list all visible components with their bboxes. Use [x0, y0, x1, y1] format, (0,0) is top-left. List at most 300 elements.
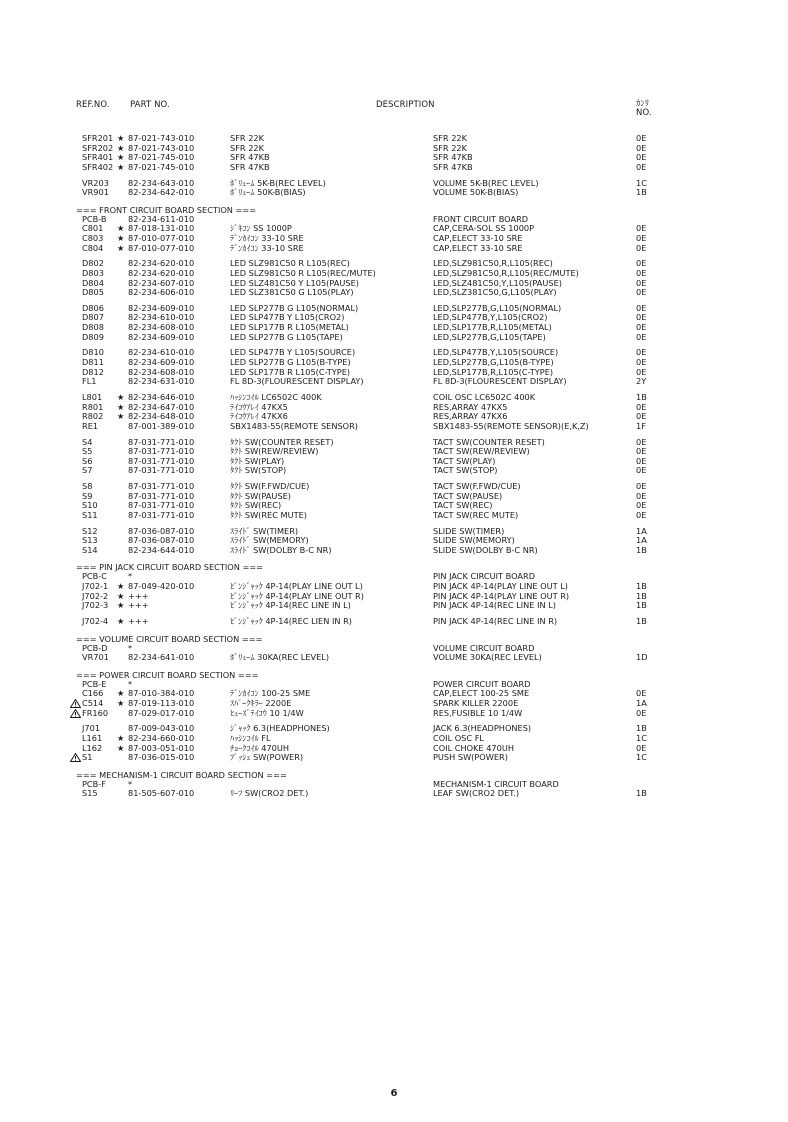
section-title-text: === MECHANISM-1 CIRCUIT BOARD SECTION === — [76, 769, 287, 780]
parts-row — [0, 163, 788, 173]
cell-ref: D807 — [82, 312, 104, 323]
cell-jp: LED SLZ981C50 R L105(REC/MUTE) — [230, 267, 376, 278]
parts-row — [0, 333, 788, 343]
cell-pn: 82-234-609-010 — [128, 357, 195, 368]
parts-row — [0, 188, 788, 198]
cell-rank: 1C — [636, 752, 647, 763]
cell-desc: VOLUME 5K-B(REC LEVEL) — [433, 177, 539, 188]
cell-jp: LED SLP277B G L105(NORMAL) — [230, 302, 359, 313]
cell-desc: VOLUME 50K-B(BIAS) — [433, 187, 519, 198]
cell-jp: ｽﾗｲﾄﾞ SW(MEMORY) — [230, 535, 309, 546]
parts-row — [0, 753, 788, 763]
cell-jp: ﾃﾞﾝｶｲｺﾝ 33-10 SRE — [230, 232, 304, 243]
cell-rank: 0E — [636, 142, 647, 153]
cell-rank: 0E — [636, 312, 647, 323]
cell-jp: ﾎﾞﾘｭｰﾑ 5K-B(REC LEVEL) — [230, 177, 326, 188]
cell-rank: 0E — [636, 357, 647, 368]
cell-ref: R802 — [82, 411, 104, 422]
cell-star: ★ — [117, 411, 125, 422]
cell-jp: LED SLP277B G L105(B-TYPE) — [230, 357, 351, 368]
column-header-rank-line2: NO. — [636, 108, 652, 118]
cell-star: ★ — [117, 152, 125, 163]
cell-desc: LED,SLZ981C50,R,L105(REC/MUTE) — [433, 267, 579, 278]
parts-row — [0, 482, 788, 492]
cell-desc: LED,SLP277B,G,L105(B-TYPE) — [433, 357, 554, 368]
cell-desc: POWER CIRCUIT BOARD — [433, 678, 531, 689]
cell-ref: S5 — [82, 446, 93, 457]
cell-ref: D802 — [82, 258, 104, 269]
cell-desc: LED,SLZ981C50,R,L105(REC) — [433, 258, 553, 269]
parts-row — [0, 269, 788, 279]
cell-ref: S7 — [82, 465, 93, 476]
cell-pn: 82-234-646-010 — [128, 392, 195, 402]
cell-desc: CAP,ELECT 33-10 SRE — [433, 232, 523, 243]
cell-desc: RES,ARRAY 47KX5 — [433, 401, 508, 412]
cell-desc: LED,SLZ481C50,Y,L105(PAUSE) — [433, 277, 562, 288]
cell-pn: 82-234-642-010 — [128, 187, 195, 198]
parts-row — [0, 288, 788, 298]
parts-row — [0, 699, 788, 709]
parts-row — [0, 368, 788, 378]
cell-rank: 0E — [636, 401, 647, 412]
cell-pn: 82-234-610-010 — [128, 347, 195, 358]
cell-desc: TACT SW(PAUSE) — [433, 490, 503, 501]
cell-jp: ｽﾗｲﾄﾞ SW(TIMER) — [230, 525, 299, 536]
cell-pn: 87-036-087-010 — [128, 525, 195, 536]
cell-ref: C803 — [82, 232, 104, 243]
cell-pn: +++ — [128, 616, 149, 627]
cell-desc: COIL CHOKE 470UH — [433, 742, 514, 753]
cell-rank: 0E — [636, 490, 647, 501]
cell-star: ★ — [117, 232, 125, 243]
cell-ref: S13 — [82, 535, 98, 546]
cell-pn: 87-010-077-010 — [128, 242, 195, 253]
parts-row — [0, 323, 788, 333]
cell-rank: 0E — [636, 287, 647, 298]
cell-desc: TACT SW(REC MUTE) — [433, 509, 519, 520]
parts-row — [0, 447, 788, 457]
parts-row — [0, 457, 788, 467]
cell-star: ★ — [117, 590, 125, 601]
cell-ref: S1 — [82, 752, 93, 763]
cell-desc: SFR 22K — [433, 142, 467, 153]
cell-pn: 87-029-017-010 — [128, 707, 195, 718]
cell-desc: SFR 47KB — [433, 152, 473, 163]
cell-rank: 1B — [636, 392, 647, 402]
cell-star: ★ — [117, 392, 125, 402]
cell-rank: 1D — [636, 652, 648, 663]
cell-desc: SPARK KILLER 2200E — [433, 698, 519, 708]
cell-ref: S10 — [82, 500, 98, 511]
section-title — [0, 770, 788, 780]
cell-pn: 82-234-648-010 — [128, 411, 195, 422]
cell-pn: 82-234-647-010 — [128, 401, 195, 412]
parts-row — [0, 179, 788, 189]
cell-pn: * — [128, 642, 133, 653]
cell-ref: VR901 — [82, 187, 109, 198]
cell-rank: 1B — [636, 723, 647, 734]
cell-ref: L161 — [82, 732, 103, 743]
cell-star: ★ — [117, 600, 125, 611]
cell-rank: 1B — [636, 600, 647, 611]
cell-desc: RES,ARRAY 47KX6 — [433, 411, 508, 422]
cell-ref: L162 — [82, 742, 103, 753]
cell-desc: PIN JACK 4P-14(PLAY LINE OUT L) — [433, 581, 568, 592]
parts-row — [0, 279, 788, 289]
cell-desc: LED,SLZ381C50,G,L105(PLAY) — [433, 287, 557, 298]
cell-pn: 87-021-745-010 — [128, 152, 195, 163]
cell-rank: 0E — [636, 223, 647, 234]
cell-pn: * — [128, 678, 133, 689]
cell-pn: 87-019-113-010 — [128, 698, 195, 708]
cell-jp: FL 8D-3(FLOURESCENT DISPLAY) — [230, 376, 364, 387]
cell-ref: C804 — [82, 242, 104, 253]
cell-ref: C514 — [82, 698, 104, 708]
cell-desc: VOLUME 30KA(REC LEVEL) — [433, 652, 542, 663]
cell-pn: 87-031-771-010 — [128, 446, 195, 457]
cell-pn: 87-036-087-010 — [128, 535, 195, 546]
cell-jp: LED SLP177B R L105(C-TYPE) — [230, 366, 351, 377]
parts-row — [0, 259, 788, 269]
cell-desc: SLIDE SW(DOLBY B-C NR) — [433, 544, 538, 555]
cell-pn: 87-031-771-010 — [128, 465, 195, 476]
cell-pn: 82-234-606-010 — [128, 287, 195, 298]
cell-pn: * — [128, 571, 133, 582]
cell-rank: 0E — [636, 436, 647, 447]
cell-pn: 87-049-420-010 — [128, 581, 195, 592]
cell-desc: COIL OSC FL — [433, 732, 484, 743]
cell-desc: SLIDE SW(TIMER) — [433, 525, 505, 536]
cell-star: ★ — [117, 142, 125, 153]
cell-rank: 0E — [636, 707, 647, 718]
cell-ref: PCB-E — [82, 678, 107, 689]
cell-desc: LED,SLP277B,G,L105(NORMAL) — [433, 302, 562, 313]
cell-rank: 1A — [636, 698, 647, 708]
cell-jp: ﾋﾟﾝｼﾞｬｯｸ 4P-14(PLAY LINE OUT L) — [230, 581, 363, 592]
cell-pn: 82-234-643-010 — [128, 177, 195, 188]
cell-desc: MECHANISM-1 CIRCUIT BOARD — [433, 778, 559, 789]
cell-ref: S12 — [82, 525, 98, 536]
parts-row — [0, 644, 788, 654]
cell-ref: J702-4 — [82, 616, 109, 627]
parts-row — [0, 358, 788, 368]
cell-ref: SFR201 — [82, 133, 114, 143]
cell-ref: J702-3 — [82, 600, 109, 611]
cell-jp: ﾀｸﾄ SW(STOP) — [230, 465, 287, 476]
cell-desc: TACT SW(REC) — [433, 500, 493, 511]
cell-jp: ﾊｯｼﾝｺｲﾙ FL — [230, 732, 271, 743]
parts-row — [0, 438, 788, 448]
parts-row — [0, 244, 788, 254]
parts-row — [0, 511, 788, 521]
cell-ref: D805 — [82, 287, 104, 298]
cell-desc: LEAF SW(CRO2 DET.) — [433, 788, 520, 799]
cell-ref: J702-2 — [82, 590, 109, 601]
cell-jp: LED SLP277B G L105(TAPE) — [230, 331, 343, 342]
cell-ref: L801 — [82, 392, 103, 402]
cell-ref: PCB-F — [82, 778, 106, 789]
cell-pn: 87-001-389-010 — [128, 420, 195, 431]
cell-jp: ﾋﾟﾝｼﾞｬｯｸ 4P-14(REC LIEN IN R) — [230, 616, 352, 627]
cell-ref: D806 — [82, 302, 104, 313]
cell-jp: ﾎﾞﾘｭｰﾑ 50K-B(BIAS) — [230, 187, 306, 198]
cell-star: ★ — [117, 698, 125, 708]
cell-rank: 0E — [636, 277, 647, 288]
cell-star: ★ — [117, 223, 125, 234]
parts-row — [0, 780, 788, 790]
cell-desc: TACT SW(PLAY) — [433, 455, 496, 466]
section-title-text: === POWER CIRCUIT BOARD SECTION === — [76, 669, 259, 680]
column-header-ref-no: REF.NO. — [76, 100, 110, 110]
cell-rank: 1A — [636, 535, 647, 546]
parts-row — [0, 601, 788, 611]
cell-ref: PCB-D — [82, 642, 108, 653]
cell-desc: TACT SW(COUNTER RESET) — [433, 436, 545, 447]
cell-desc: FRONT CIRCUIT BOARD — [433, 213, 529, 224]
parts-row — [0, 304, 788, 314]
cell-desc: PUSH SW(POWER) — [433, 752, 508, 763]
cell-rank: 0E — [636, 161, 647, 172]
cell-ref: PCB-B — [82, 213, 107, 224]
cell-ref: D803 — [82, 267, 104, 278]
cell-pn: 82-234-608-010 — [128, 366, 195, 377]
section-title — [0, 670, 788, 680]
section-title — [0, 634, 788, 644]
cell-rank: 0E — [636, 322, 647, 333]
section-title-text: === VOLUME CIRCUIT BOARD SECTION === — [76, 633, 263, 644]
cell-ref: C166 — [82, 688, 104, 699]
cell-desc: SBX1483-55(REMOTE SENSOR)(E,K,Z) — [433, 420, 589, 431]
safety-warning-icon — [70, 699, 81, 708]
cell-jp: LED SLP177B R L105(METAL) — [230, 322, 349, 333]
parts-table — [0, 134, 788, 799]
cell-pn: 87-021-745-010 — [128, 161, 195, 172]
cell-desc: SFR 47KB — [433, 161, 473, 172]
cell-rank: 0E — [636, 331, 647, 342]
parts-row — [0, 466, 788, 476]
cell-jp: ﾃｲｺｳｱﾚｲ 47KX5 — [230, 401, 288, 412]
cell-jp: SFR 22K — [230, 142, 264, 153]
cell-jp: ﾋﾟﾝｼﾞｬｯｸ 4P-14(PLAY LINE OUT R) — [230, 590, 364, 601]
cell-desc: LED,SLP177B,R,L105(C-TYPE) — [433, 366, 554, 377]
cell-star: ★ — [117, 161, 125, 172]
cell-rank: 0E — [636, 481, 647, 492]
cell-pn: 87-021-743-010 — [128, 133, 195, 143]
cell-star: ★ — [117, 732, 125, 743]
cell-ref: RE1 — [82, 420, 99, 431]
cell-rank: 0E — [636, 133, 647, 143]
cell-ref: D812 — [82, 366, 104, 377]
parts-row — [0, 492, 788, 502]
cell-jp: ｼﾞｬｯｸ 6.3(HEADPHONES) — [230, 723, 330, 734]
section-title — [0, 562, 788, 572]
cell-jp: ｽﾗｲﾄﾞ SW(DOLBY B-C NR) — [230, 544, 332, 555]
cell-jp: SFR 47KB — [230, 161, 270, 172]
cell-pn: 87-009-043-010 — [128, 723, 195, 734]
cell-rank: 2Y — [636, 376, 647, 387]
cell-desc: SFR 22K — [433, 133, 467, 143]
cell-desc: CAP,CERA-SOL SS 1000P — [433, 223, 535, 234]
parts-row — [0, 617, 788, 627]
cell-rank: 0E — [636, 242, 647, 253]
cell-jp: LED SLP477B Y L105(SOURCE) — [230, 347, 356, 358]
cell-jp: ﾀｸﾄ SW(REC) — [230, 500, 282, 511]
cell-rank: 1B — [636, 590, 647, 601]
cell-jp: ﾀｸﾄ SW(F.FWD/CUE) — [230, 481, 310, 492]
cell-ref: D810 — [82, 347, 104, 358]
parts-row — [0, 744, 788, 754]
cell-pn: 82-234-620-010 — [128, 258, 195, 269]
cell-pn: 82-234-609-010 — [128, 331, 195, 342]
cell-desc: CAP,ELECT 100-25 SME — [433, 688, 530, 699]
cell-pn: 87-010-384-010 — [128, 688, 195, 699]
cell-rank: 1C — [636, 732, 647, 743]
column-header-rank-line1: ｶﾝﾘ — [636, 99, 650, 109]
cell-desc: SLIDE SW(MEMORY) — [433, 535, 515, 546]
cell-ref: J701 — [82, 723, 101, 734]
cell-pn: 82-234-610-010 — [128, 312, 195, 323]
cell-pn: 87-010-077-010 — [128, 232, 195, 243]
cell-rank: 0E — [636, 258, 647, 269]
cell-rank: 0E — [636, 267, 647, 278]
cell-pn: 87-003-051-010 — [128, 742, 195, 753]
cell-pn: +++ — [128, 600, 149, 611]
cell-jp: LED SLP477B Y L105(CRO2) — [230, 312, 345, 323]
cell-pn: * — [128, 778, 133, 789]
cell-rank: 0E — [636, 302, 647, 313]
cell-pn: 82-234-641-010 — [128, 652, 195, 663]
cell-star: ★ — [117, 133, 125, 143]
cell-rank: 0E — [636, 509, 647, 520]
cell-jp: ﾁｮｰｸｺｲﾙ 470UH — [230, 742, 290, 753]
cell-ref: S8 — [82, 481, 93, 492]
cell-jp: ﾀｸﾄ SW(COUNTER RESET) — [230, 436, 334, 447]
section-title-text: === FRONT CIRCUIT BOARD SECTION === — [76, 204, 257, 215]
cell-rank: 0E — [636, 347, 647, 358]
cell-ref: S11 — [82, 509, 98, 520]
cell-pn: +++ — [128, 590, 149, 601]
cell-pn: 87-031-771-010 — [128, 509, 195, 520]
cell-jp: ﾋﾟﾝｼﾞｬｯｸ 4P-14(REC LINE IN L) — [230, 600, 351, 611]
cell-ref: D808 — [82, 322, 104, 333]
parts-row — [0, 653, 788, 663]
parts-row — [0, 501, 788, 511]
cell-rank: 0E — [636, 232, 647, 243]
cell-jp: ﾀｸﾄ SW(PLAY) — [230, 455, 285, 466]
cell-ref: C801 — [82, 223, 104, 234]
cell-rank: 0E — [636, 688, 647, 699]
column-header-part-no: PART NO. — [130, 100, 170, 110]
cell-rank: 1B — [636, 788, 647, 799]
cell-jp: ｼﾞｷｺﾝ SS 1000P — [230, 223, 292, 234]
cell-rank: 1B — [636, 544, 647, 555]
cell-pn: 82-234-660-010 — [128, 732, 195, 743]
cell-rank: 0E — [636, 455, 647, 466]
cell-pn: 87-031-771-010 — [128, 500, 195, 511]
parts-row — [0, 789, 788, 799]
cell-pn: 82-234-631-010 — [128, 376, 195, 387]
cell-star: ★ — [117, 581, 125, 592]
cell-pn: 87-018-131-010 — [128, 223, 195, 234]
cell-desc: TACT SW(REW/REVIEW) — [433, 446, 530, 457]
cell-ref: D811 — [82, 357, 104, 368]
cell-desc: PIN JACK CIRCUIT BOARD — [433, 571, 536, 582]
cell-desc: LED,SLP177B,R,L105(METAL) — [433, 322, 552, 333]
cell-pn: 82-234-620-010 — [128, 267, 195, 278]
cell-desc: LED,SLP477B,Y,L105(CRO2) — [433, 312, 548, 323]
parts-row — [0, 412, 788, 422]
cell-jp: ﾋｭｰｽﾞﾃｲｺｳ 10 1/4W — [230, 707, 304, 718]
cell-jp: ﾌﾟｯｼｭ SW(POWER) — [230, 752, 304, 763]
cell-desc: RES,FUSIBLE 10 1/4W — [433, 707, 523, 718]
parts-row — [0, 422, 788, 432]
cell-desc: COIL OSC LC6502C 400K — [433, 392, 536, 402]
cell-rank: 0E — [636, 465, 647, 476]
cell-desc: TACT SW(STOP) — [433, 465, 498, 476]
cell-rank: 0E — [636, 411, 647, 422]
cell-pn: 82-234-607-010 — [128, 277, 195, 288]
cell-ref: J702-1 — [82, 581, 109, 592]
cell-ref: S4 — [82, 436, 93, 447]
cell-jp: ﾀｸﾄ SW(PAUSE) — [230, 490, 291, 501]
cell-rank: 1F — [636, 420, 646, 431]
cell-pn: 82-234-611-010 — [128, 213, 195, 224]
safety-warning-icon — [70, 709, 81, 718]
cell-jp: ﾃﾞﾝｶｲｺﾝ 33-10 SRE — [230, 242, 304, 253]
cell-rank: 1B — [636, 187, 647, 198]
cell-pn: 82-234-608-010 — [128, 322, 195, 333]
parts-row — [0, 546, 788, 556]
cell-jp: SFR 47KB — [230, 152, 270, 163]
cell-pn: 82-234-609-010 — [128, 302, 195, 313]
cell-jp: SBX1483-55(REMOTE SENSOR) — [230, 420, 358, 431]
cell-jp: LED SLZ481C50 Y L105(PAUSE) — [230, 277, 359, 288]
safety-warning-icon — [70, 753, 81, 762]
cell-rank: 0E — [636, 446, 647, 457]
cell-ref: PCB-C — [82, 571, 107, 582]
cell-jp: ﾃｲｺｳｱﾚｲ 47KX6 — [230, 411, 288, 422]
cell-star: ★ — [117, 616, 125, 627]
cell-ref: R801 — [82, 401, 104, 412]
cell-rank: 0E — [636, 742, 647, 753]
cell-desc: FL 8D-3(FLOURESCENT DISPLAY) — [433, 376, 567, 387]
cell-ref: VR203 — [82, 177, 109, 188]
page-number: 6 — [390, 1088, 398, 1099]
cell-rank: 0E — [636, 500, 647, 511]
cell-desc: CAP,ELECT 33-10 SRE — [433, 242, 523, 253]
cell-desc: PIN JACK 4P-14(REC LINE IN R) — [433, 616, 558, 627]
cell-star: ★ — [117, 688, 125, 699]
cell-jp: LED SLZ981C50 R L105(REC) — [230, 258, 350, 269]
parts-row — [0, 527, 788, 537]
cell-rank: 1C — [636, 177, 647, 188]
cell-ref: S15 — [82, 788, 98, 799]
cell-jp: LED SLZ381C50 G L105(PLAY) — [230, 287, 354, 298]
cell-ref: D809 — [82, 331, 104, 342]
cell-pn: 87-036-015-010 — [128, 752, 195, 763]
cell-ref: FR160 — [82, 707, 109, 718]
parts-row — [0, 377, 788, 387]
parts-row — [0, 709, 788, 719]
parts-row — [0, 536, 788, 546]
parts-row — [0, 313, 788, 323]
cell-rank: 0E — [636, 152, 647, 163]
cell-pn: 87-031-771-010 — [128, 490, 195, 501]
cell-pn: 87-031-771-010 — [128, 481, 195, 492]
cell-desc: LED,SLP477B,Y,L105(SOURCE) — [433, 347, 559, 358]
cell-jp: ﾘｰﾌ SW(CRO2 DET.) — [230, 788, 309, 799]
cell-desc: VOLUME CIRCUIT BOARD — [433, 642, 535, 653]
